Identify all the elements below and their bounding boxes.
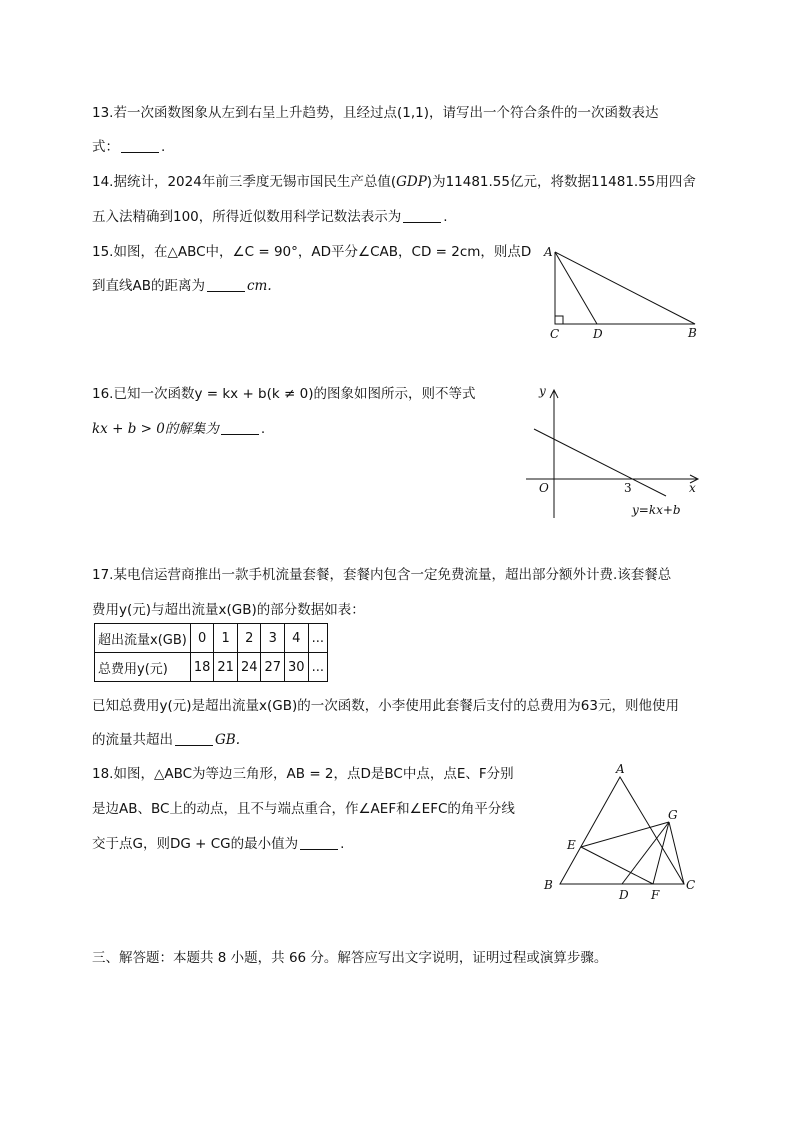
table-header-x: 超出流量x(GB) bbox=[95, 624, 191, 653]
q17-line1: 17.某电信运营商推出一款手机流量套餐，套餐内包含一定免费流量，超出部分额外计费.该套餐总 bbox=[92, 567, 672, 583]
q17-data-table bbox=[94, 623, 328, 682]
q13-line2 bbox=[92, 137, 165, 157]
table-cell: 0 bbox=[190, 624, 214, 653]
q16-line2 bbox=[92, 419, 265, 439]
table-cell: ... bbox=[308, 653, 327, 682]
q15-line2-text: 到直线AB的距离为 bbox=[92, 278, 205, 294]
table-cell: 18 bbox=[190, 653, 214, 682]
q18-triangle-figure bbox=[535, 760, 710, 910]
q13-line2-end: . bbox=[161, 139, 166, 155]
q18-label-d: D bbox=[619, 888, 629, 902]
q16-line1: 16.已知一次函数y = kx + b(k ≠ 0)的图象如图所示，则不等式 bbox=[92, 386, 476, 402]
q14-line1-text: 14.据统计，2024年前三季度无锡市国民生产总值( bbox=[92, 174, 397, 190]
q17-line4-text: 的流量共超出 bbox=[92, 732, 173, 748]
table-header-y: 总费用y(元) bbox=[95, 653, 191, 682]
q14-line2 bbox=[92, 207, 448, 227]
q15-triangle-figure bbox=[535, 240, 710, 345]
table-cell: 2 bbox=[237, 624, 261, 653]
q14-gdp: GDP bbox=[396, 174, 427, 190]
answer-blank bbox=[207, 277, 245, 292]
table-cell: 21 bbox=[214, 653, 238, 682]
table-cell: 24 bbox=[237, 653, 261, 682]
q13-line2-text: 式： bbox=[92, 139, 119, 155]
q18-line3-end: . bbox=[340, 836, 345, 852]
q17-line2: 费用y(元)与超出流量x(GB)的部分数据如表： bbox=[92, 602, 365, 618]
q16-function-graph bbox=[520, 378, 705, 523]
q16-origin-label: O bbox=[539, 481, 549, 495]
q15-line2 bbox=[92, 276, 272, 296]
table-cell: ... bbox=[308, 624, 327, 653]
table-cell: 30 bbox=[285, 653, 309, 682]
q16-x-axis-label: x bbox=[689, 481, 696, 495]
q14-line2-end: . bbox=[443, 209, 448, 225]
q16-line2-text: kx + b > 0的解集为 bbox=[92, 421, 219, 437]
table-row bbox=[95, 624, 328, 653]
q14-line2-text: 五入法精确到100，所得近似数用科学记数法表示为 bbox=[92, 209, 402, 225]
q15-unit: cm. bbox=[247, 278, 272, 294]
table-cell: 3 bbox=[261, 624, 285, 653]
answer-blank bbox=[300, 835, 338, 850]
q15-line1: 15.如图，在△ABC中，∠C = 90°，AD平分∠CAB，CD = 2cm，则点D bbox=[92, 244, 532, 260]
table-cell: 4 bbox=[285, 624, 309, 653]
section-3-heading: 三、解答题：本题共 8 小题，共 66 分。解答应写出文字说明，证明过程或演算步骤。 bbox=[92, 950, 608, 966]
q15-label-d: D bbox=[593, 327, 603, 341]
answer-blank bbox=[175, 731, 213, 746]
q17-line3: 已知总费用y(元)是超出流量x(GB)的一次函数，小李使用此套餐后支付的总费用为63元，则他使用 bbox=[92, 698, 679, 714]
q18-label-e: E bbox=[567, 838, 576, 852]
q18-line3-text: 交于点G，则DG + CG的最小值为 bbox=[92, 836, 299, 852]
q18-line2: 是边AB、BC上的动点，且不与端点重合，作∠AEF和∠EFC的角平分线 bbox=[92, 801, 515, 817]
answer-blank bbox=[121, 138, 159, 153]
q16-intercept-label: 3 bbox=[624, 481, 632, 495]
q18-line3 bbox=[92, 834, 344, 854]
q16-line-label: y=kx+b bbox=[632, 503, 681, 517]
answer-blank bbox=[221, 420, 259, 435]
table-row bbox=[95, 653, 328, 682]
q18-label-a: A bbox=[616, 762, 625, 776]
q15-label-b: B bbox=[688, 326, 697, 340]
q16-y-axis-label: y bbox=[539, 384, 546, 398]
q14-line1 bbox=[92, 172, 696, 192]
q16-line2-end: . bbox=[260, 421, 266, 437]
q17-line4 bbox=[92, 730, 240, 750]
q17-unit: GB. bbox=[215, 732, 240, 748]
q15-label-a: A bbox=[544, 245, 553, 259]
q18-line1: 18.如图，△ABC为等边三角形，AB = 2，点D是BC中点，点E、F分别 bbox=[92, 766, 514, 782]
q15-label-c: C bbox=[550, 327, 560, 341]
q18-label-c: C bbox=[686, 878, 696, 892]
q13-line1: 13.若一次函数图象从左到右呈上升趋势，且经过点(1,1)，请写出一个符合条件的一次函数表达 bbox=[92, 105, 659, 121]
q14-line1-text-b: )为11481.55亿元，将数据11481.55用四舍 bbox=[426, 174, 696, 190]
table-cell: 27 bbox=[261, 653, 285, 682]
q18-label-b: B bbox=[544, 878, 553, 892]
q18-label-f: F bbox=[651, 888, 660, 902]
answer-blank bbox=[403, 208, 441, 223]
q18-label-g: G bbox=[668, 808, 678, 822]
table-cell: 1 bbox=[214, 624, 238, 653]
